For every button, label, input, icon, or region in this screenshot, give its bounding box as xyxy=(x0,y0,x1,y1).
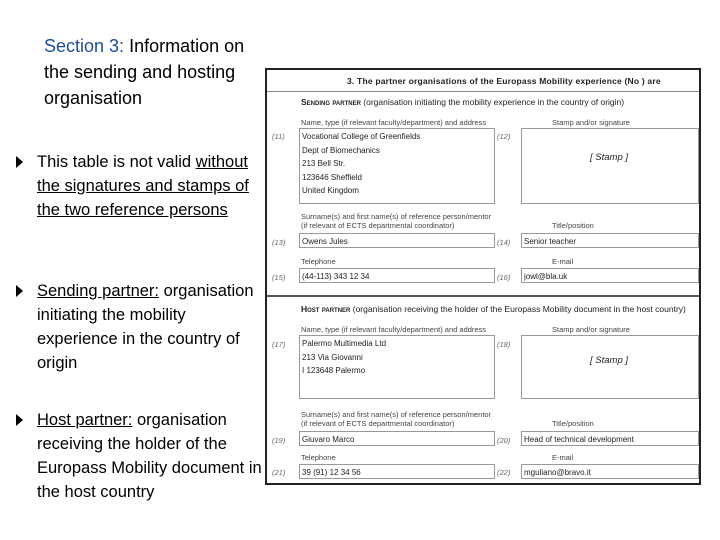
triangle-bullet-icon xyxy=(16,285,23,297)
field-number: (15) xyxy=(272,273,286,282)
sending-stamp-label: Stamp and/or signature xyxy=(552,118,630,127)
section-divider xyxy=(267,295,699,297)
sending-address-box xyxy=(299,128,495,204)
field-number: (13) xyxy=(272,238,286,247)
form-header: 3. The partner organisations of the Europass Mobility experience (No ) are xyxy=(267,70,699,92)
sending-tel-field: (44-113) 343 12 34 xyxy=(299,268,495,283)
field-number: (20) xyxy=(497,436,511,445)
sending-person-label: Surname(s) and first name(s) of reference person/mentor xyxy=(301,212,492,221)
sending-person-label-2: (if relevant of ECTS departmental coordinator) xyxy=(301,221,455,230)
host-person-label: Surname(s) and first name(s) of reference person/mentor xyxy=(301,410,492,419)
bullet-host-text: organisation receiving the holder of the Europass Mobility document in the host country xyxy=(37,411,262,501)
host-stamp-label: Stamp and/or signature xyxy=(552,325,630,334)
host-title-label: Title/position xyxy=(552,419,594,428)
sending-email-label: E-mail xyxy=(552,257,574,266)
bullet-sending-text: organisation initiating the mobility experience in the country of origin xyxy=(37,282,254,372)
field-number: (18) xyxy=(497,340,511,349)
section-number: Section 3: xyxy=(44,36,125,56)
triangle-bullet-icon xyxy=(16,156,23,168)
field-number: (17) xyxy=(272,340,286,349)
section-title-text: Information on the sending and hosting organisation xyxy=(44,36,245,108)
field-number: (19) xyxy=(272,436,286,445)
bullet-sending-term: Sending partner: xyxy=(37,282,160,300)
host-tel-label: Telephone xyxy=(301,453,336,462)
address-line: Palermo Multimedia Ltd xyxy=(302,339,387,348)
bullet-validity-emphasis: without the signatures and stamps of the two reference persons xyxy=(37,153,249,219)
bullet-validity-text: This table is not valid xyxy=(37,153,196,171)
address-line: I 123648 Palermo xyxy=(302,366,366,375)
bullet-host-partner xyxy=(16,408,266,504)
sending-partner-title: Sending partner (organisation initiating the mobility experience in the country of origin) xyxy=(301,97,625,107)
host-position-field: Head of technical development xyxy=(521,431,699,446)
field-number: (22) xyxy=(497,468,511,477)
section-title xyxy=(44,33,259,111)
bullet-validity xyxy=(16,150,266,222)
triangle-bullet-icon xyxy=(16,414,23,426)
europass-form xyxy=(265,68,701,485)
sending-person-field: Owens Jules xyxy=(299,233,495,248)
sending-title-label: Title/position xyxy=(552,221,594,230)
host-address-box xyxy=(299,335,495,399)
field-number: (21) xyxy=(272,468,286,477)
sending-stamp-box xyxy=(521,128,699,204)
sending-tel-label: Telephone xyxy=(301,257,336,266)
sending-position-field: Senior teacher xyxy=(521,233,699,248)
sending-name-label: Name, type (if relevant faculty/department) and address xyxy=(301,118,487,127)
host-partner-title: Host partner (organisation receiving the holder of the Europass Mobility document in the host country) xyxy=(301,304,686,314)
address-line: Vocational College of Greenfields xyxy=(302,132,421,141)
bullet-host-term: Host partner: xyxy=(37,411,133,429)
stamp-placeholder: [ Stamp ] xyxy=(590,152,629,163)
field-number: (14) xyxy=(497,238,511,247)
host-stamp-box xyxy=(521,335,699,399)
sending-email-field: jowl@bla.uk xyxy=(521,268,699,283)
stamp-placeholder: [ Stamp ] xyxy=(590,355,629,366)
field-number: (16) xyxy=(497,273,511,282)
host-name-label: Name, type (if relevant faculty/department) and address xyxy=(301,325,487,334)
field-number: (12) xyxy=(497,132,511,141)
host-person-label-2: (if relevant of ECTS departmental coordinator) xyxy=(301,419,455,428)
address-line: 123646 Sheffield xyxy=(302,172,362,182)
host-email-label: E-mail xyxy=(552,453,574,462)
host-email-field: mguliano@bravo.it xyxy=(521,464,699,479)
host-person-field: Giuvaro Marco xyxy=(299,431,495,446)
address-line: Dept of Biomechanics xyxy=(302,145,380,155)
address-line: 213 Via Giovanni xyxy=(302,352,363,362)
bullet-sending-partner xyxy=(16,279,266,375)
field-number: (11) xyxy=(272,132,285,141)
address-line: United Kingdom xyxy=(302,186,359,195)
address-line: 213 Bell Str. xyxy=(302,159,346,168)
host-tel-field: 39 (91) 12 34 56 xyxy=(299,464,495,479)
